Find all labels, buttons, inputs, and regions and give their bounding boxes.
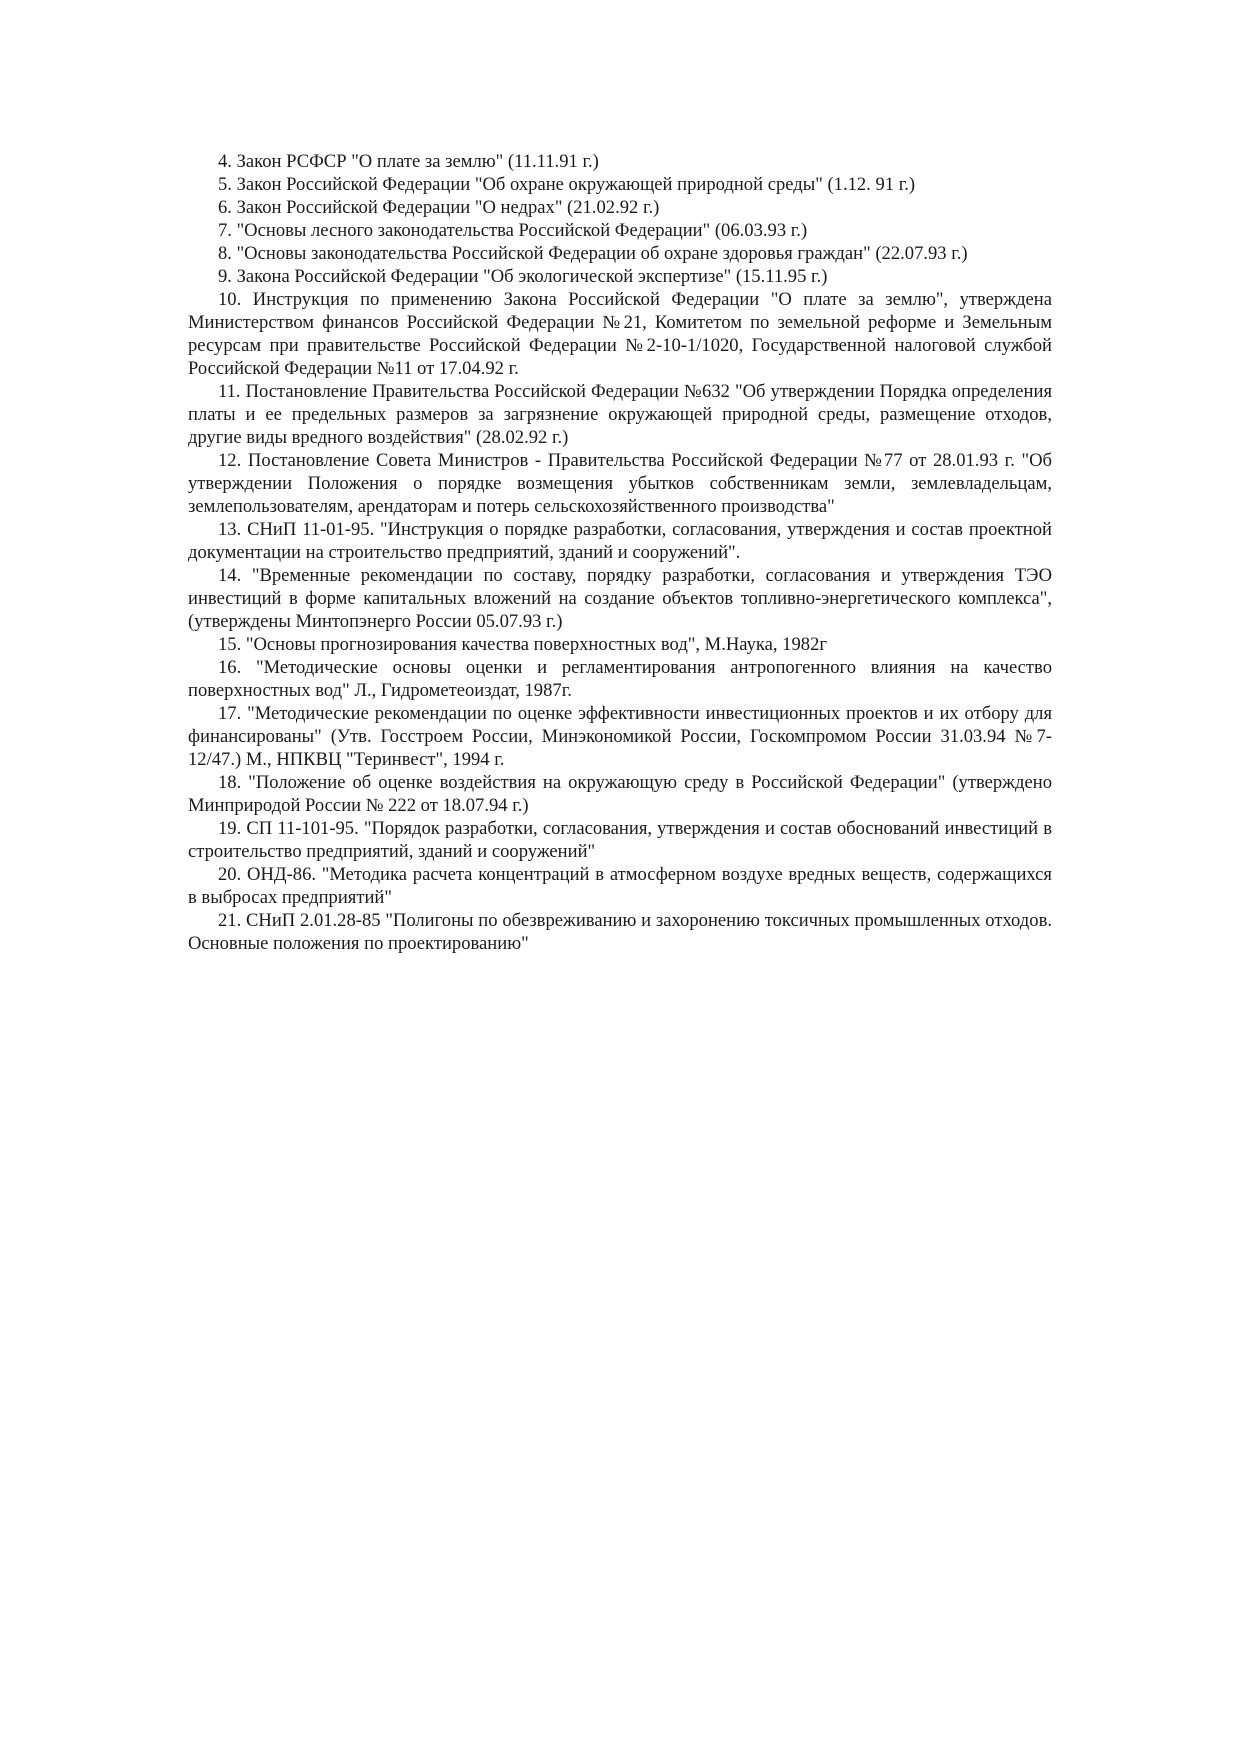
reference-item-18: 18. "Положение об оценке воздействия на окружающую среду в Российской Федерации" (утверждено Минприродой России № 222 от 18.07.94 г.) [188,772,1052,816]
reference-list [188,150,1052,955]
reference-item-9: 9. Закона Российской Федерации "Об экологической экспертизе" (15.11.95 г.) [218,266,828,287]
reference-item-6: 6. Закон Российской Федерации "О недрах" (21.02.92 г.) [218,197,660,218]
reference-item-15: 15. "Основы прогнозирования качества поверхностных вод", М.Наука, 1982г [218,634,827,655]
reference-item-17: 17. "Методические рекомендации по оценке эффективности инвестиционных проектов и их отбору для финансированы" (Утв. Госстроем России, Минэкономикой России, Госкомпромом России 31.03.94 №7-12/47.) М., НПКВЦ "Теринвест", 1994 г. [188,703,1052,770]
reference-item-16: 16. "Методические основы оценки и регламентирования антропогенного влияния на качество поверхностных вод" Л., Гидрометеоиздат, 1987г. [188,657,1052,701]
reference-item-8: 8. "Основы законодательства Российской Федерации об охране здоровья граждан" (22.07.93 г.) [218,243,968,264]
reference-item-5: 5. Закон Российской Федерации "Об охране окружающей природной среды" (1.12. 91 г.) [218,174,916,195]
reference-item-7: 7. "Основы лесного законодательства Российской Федерации" (06.03.93 г.) [218,220,808,241]
reference-item-13: 13. СНиП 11-01-95. "Инструкция о порядке разработки, согласования, утверждения и состав проектной документации на строительство предприятий, зданий и сооружений". [188,519,1052,563]
reference-item-4: 4. Закон РСФСР "О плате за землю" (11.11.91 г.) [218,151,599,172]
reference-item-14: 14. "Временные рекомендации по составу, порядку разработки, согласования и утверждения ТЭО инвестиций в форме капитальных вложений на создание объектов топливно-энергетического комплекса", (утверждены Минтопэнерго России 05.07.93 г.) [188,565,1052,632]
reference-item-10: 10. Инструкция по применению Закона Российской Федерации "О плате за землю", утверждена Министерством финансов Российской Федерации №21, Комитетом по земельной реформе и Земельным ресурсам при правительстве Российской Федерации №2-10-1/1020, Государственной налоговой службой Российской Федерации №11 от 17.04.92 г. [188,289,1052,379]
reference-item-19: 19. СП 11-101-95. "Порядок разработки, согласования, утверждения и состав обоснований инвестиций в строительство предприятий, зданий и сооружений" [188,818,1052,862]
reference-item-11: 11. Постановление Правительства Российской Федерации №632 "Об утверждении Порядка определения платы и ее предельных размеров за загрязнение окружающей природной среды, размещение отходов, другие виды вредного воздействия" (28.02.92 г.) [188,381,1052,448]
reference-item-20: 20. ОНД-86. "Методика расчета концентраций в атмосферном воздухе вредных веществ, содержащихся в выбросах предприятий" [188,864,1052,908]
reference-item-21: 21. СНиП 2.01.28-85 "Полигоны по обезвреживанию и захоронению токсичных промышленных отходов. Основные положения по проектированию" [188,910,1052,954]
reference-item-12: 12. Постановление Совета Министров - Правительства Российской Федерации №77 от 28.01.93 г. "Об утверждении Положения о порядке возмещения убытков собственникам земли, землевладельцам, землепользователям, арендаторам и потерь сельскохозяйственного производства" [188,450,1052,517]
